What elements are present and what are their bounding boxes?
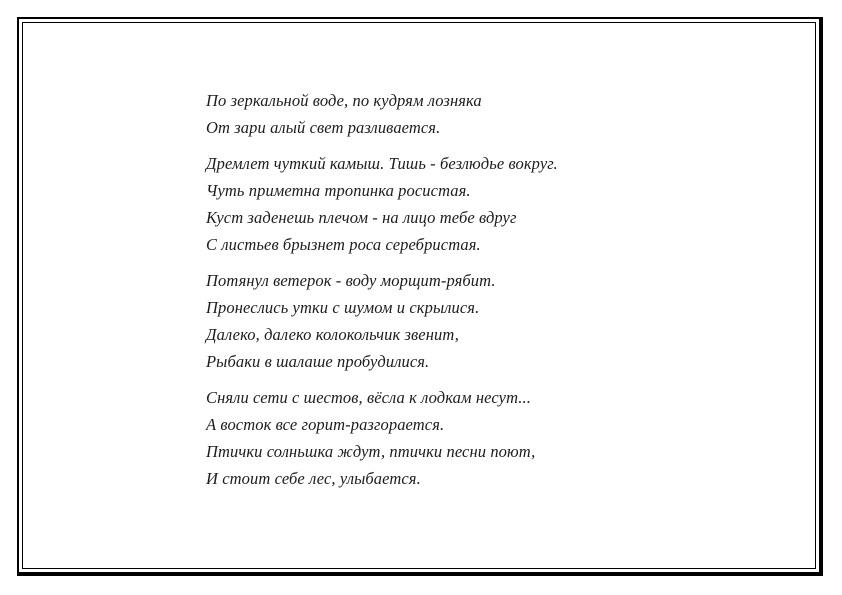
stanza-2: [206, 150, 558, 258]
poem-line: Куст заденешь плечом - на лицо тебе вдруг: [206, 208, 517, 227]
poem-line: По зеркальной воде, по кудрям лозняка: [206, 91, 482, 110]
poem-line: И стоит себе лес, улыбается.: [206, 469, 421, 488]
poem-line: Дремлет чуткий камыш. Тишь - безлюдье вокруг.: [206, 154, 558, 173]
poem-line: С листьев брызнет роса серебристая.: [206, 235, 481, 254]
poem-line: Сняли сети с шестов, вёсла к лодкам несут...: [206, 388, 531, 407]
poem-line: А восток все горит-разгорается.: [206, 415, 445, 434]
poem-line: От зари алый свет разливается.: [206, 118, 441, 137]
poem-line: Далеко, далеко колокольчик звенит,: [206, 325, 460, 344]
stanza-3: [206, 267, 558, 375]
stanza-1: [206, 87, 558, 141]
poem-line: Пронеслись утки с шумом и скрылися.: [206, 298, 480, 317]
poem: [206, 87, 558, 501]
poem-line: Птички солньшка ждут, птички песни поют,: [206, 442, 536, 461]
poem-line: Потянул ветерок - воду морщит-рябит.: [206, 271, 496, 290]
stanza-4: [206, 384, 558, 492]
poem-line: Рыбаки в шалаше пробудилися.: [206, 352, 430, 371]
poem-line: Чуть приметна тропинка росистая.: [206, 181, 471, 200]
